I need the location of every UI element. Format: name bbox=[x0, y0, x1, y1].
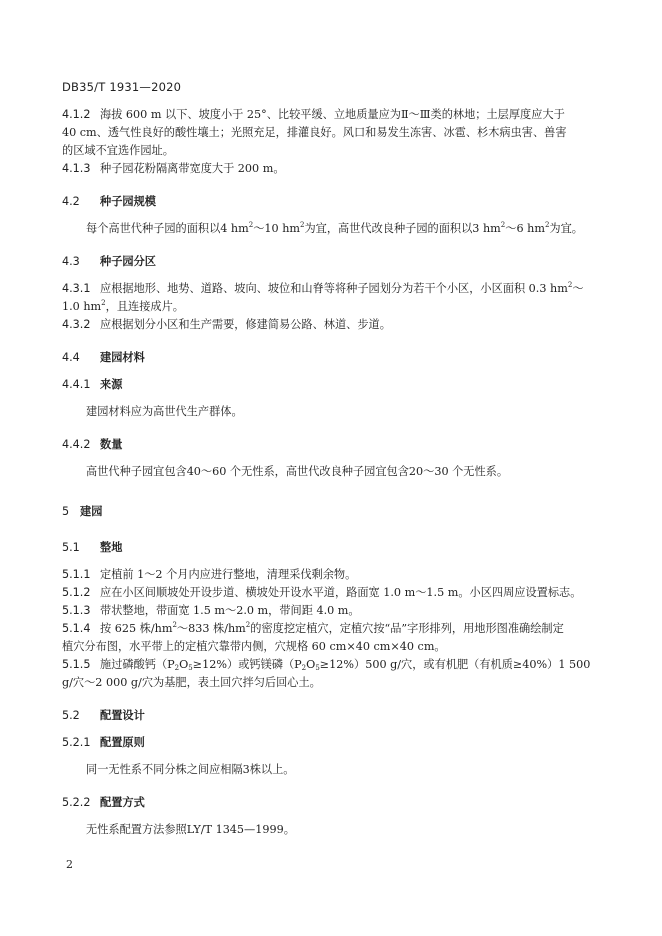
clause-5-1-1 bbox=[62, 566, 604, 584]
subscript: 5 bbox=[188, 664, 193, 672]
clause-number: 4.4.2 bbox=[62, 438, 91, 451]
clause-text: 植穴分布图，水平带上的定植穴靠带内侧，穴规格 60 cm×40 cm×40 cm。 bbox=[62, 640, 446, 653]
clause-number: 5.2.2 bbox=[62, 796, 91, 809]
clause-5-1-4 bbox=[62, 620, 604, 656]
text-run: ～833 株/hm bbox=[176, 622, 246, 635]
clause-number: 4.4.1 bbox=[62, 378, 91, 391]
clause-number: 4.1.2 bbox=[62, 108, 91, 121]
section-heading-4-2 bbox=[62, 193, 604, 211]
section-number: 4.3 bbox=[62, 255, 80, 268]
clause-5-1-5 bbox=[62, 656, 604, 692]
clause-number: 5.1.5 bbox=[62, 658, 91, 671]
text-run: 按 625 株/hm bbox=[100, 622, 173, 635]
clause-4-1-3 bbox=[62, 160, 604, 178]
section-number: 5.1 bbox=[62, 541, 80, 554]
text-run: 施过磷酸钙（P bbox=[100, 658, 175, 671]
superscript: 2 bbox=[567, 281, 573, 289]
section-title: 配置设计 bbox=[100, 709, 145, 722]
clause-number: 4.3.1 bbox=[62, 282, 91, 295]
text-run: O bbox=[306, 658, 316, 671]
clause-title: 数量 bbox=[100, 438, 123, 451]
superscript: 2 bbox=[500, 221, 506, 229]
text-run: ～10 hm bbox=[253, 222, 301, 235]
section-number: 5.2 bbox=[62, 709, 80, 722]
section-number: 4.4 bbox=[62, 351, 80, 364]
section-title: 种子园规模 bbox=[100, 195, 156, 208]
text-run: 为宜，高世代改良种子园的面积以3 hm bbox=[304, 222, 501, 235]
chapter-heading-5 bbox=[62, 503, 604, 521]
text-run: ～ bbox=[572, 282, 584, 295]
clause-heading-4-4-2 bbox=[62, 436, 604, 454]
section-heading-5-2 bbox=[62, 707, 604, 725]
chapter-number: 5 bbox=[62, 505, 70, 518]
section-heading-4-4 bbox=[62, 349, 604, 367]
clause-text: 带状整地，带面宽 1.5 m～2.0 m，带间距 4.0 m。 bbox=[100, 604, 360, 617]
standard-code: DB35/T 1931—2020 bbox=[62, 80, 182, 94]
paragraph-4-2 bbox=[62, 220, 604, 238]
clause-text: g/穴～2 000 g/穴为基肥，表土回穴拌匀后回心土。 bbox=[62, 676, 321, 689]
text-run: 的密度挖定植穴，定植穴按“品”字形排列，用地形图准确绘制定 bbox=[250, 622, 564, 635]
text-run: 为宜。 bbox=[549, 222, 583, 235]
superscript: 2 bbox=[300, 221, 305, 229]
clause-title: 配置方式 bbox=[100, 796, 145, 809]
text-run: 1.0 hm bbox=[62, 300, 102, 313]
superscript: 2 bbox=[101, 299, 106, 307]
clause-number: 5.1.4 bbox=[62, 622, 91, 635]
clause-text: 定植前 1～2 个月内应进行整地，清理采伐剩余物。 bbox=[100, 568, 357, 581]
clause-text: 应根据划分小区和生产需要，修建简易公路、林道、步道。 bbox=[100, 318, 391, 331]
text-run: O bbox=[179, 658, 189, 671]
superscript: 2 bbox=[544, 221, 550, 229]
clause-number: 4.3.2 bbox=[62, 318, 91, 331]
subscript: 2 bbox=[174, 664, 180, 672]
clause-heading-4-4-1 bbox=[62, 376, 604, 394]
section-title: 种子园分区 bbox=[100, 255, 156, 268]
paragraph-4-4-1: 建园材料应为高世代生产群体。 bbox=[86, 405, 243, 418]
clause-text: 的区域不宜选作园址。 bbox=[62, 144, 174, 157]
paragraph-5-2-2: 无性系配置方法参照LY/T 1345—1999。 bbox=[86, 823, 295, 836]
page-number: 2 bbox=[66, 858, 73, 871]
superscript: 2 bbox=[248, 221, 254, 229]
section-heading-4-3 bbox=[62, 253, 604, 271]
clause-5-1-3 bbox=[62, 602, 604, 620]
section-number: 4.2 bbox=[62, 195, 80, 208]
clause-number: 4.1.3 bbox=[62, 162, 91, 175]
clause-4-3-2 bbox=[62, 316, 604, 334]
clause-title: 来源 bbox=[100, 378, 123, 391]
text-run: 应根据地形、地势、道路、坡向、坡位和山脊等将种子园划分为若干个小区，小区面积 0.3 hm bbox=[100, 282, 568, 295]
clause-heading-5-2-1 bbox=[62, 734, 604, 752]
clause-text: 海拔 600 m 以下、坡度小于 25°、比较平缓、立地质量应为Ⅱ～Ⅲ类的林地；土层厚度应大于 bbox=[100, 108, 565, 121]
text-run: ≥12%）或钙镁磷（P bbox=[192, 658, 302, 671]
clause-4-1-2 bbox=[62, 106, 604, 160]
superscript: 2 bbox=[245, 621, 251, 629]
paragraph-4-4-2: 高世代种子园宜包含40～60 个无性系，高世代改良种子园宜包含20～30 个无性系。 bbox=[86, 465, 509, 478]
text-run: ～6 hm bbox=[505, 222, 545, 235]
subscript: 2 bbox=[301, 664, 307, 672]
clause-number: 5.1.3 bbox=[62, 604, 91, 617]
text-run: 每个高世代种子园的面积以4 hm bbox=[86, 222, 249, 235]
clause-number: 5.1.1 bbox=[62, 568, 91, 581]
clause-4-3-1 bbox=[62, 280, 604, 316]
superscript: 2 bbox=[172, 621, 177, 629]
clause-number: 5.1.2 bbox=[62, 586, 91, 599]
clause-heading-5-2-2 bbox=[62, 794, 604, 812]
subscript: 5 bbox=[315, 664, 320, 672]
paragraph-5-2-1: 同一无性系不同分株之间应相隔3株以上。 bbox=[86, 763, 295, 776]
document-body bbox=[62, 106, 604, 839]
section-heading-5-1 bbox=[62, 539, 604, 557]
clause-5-1-2 bbox=[62, 584, 604, 602]
clause-text: 种子园花粉隔离带宽度大于 200 m。 bbox=[100, 162, 285, 175]
section-title: 建园材料 bbox=[100, 351, 145, 364]
chapter-title: 建园 bbox=[80, 505, 103, 518]
text-run: ，且连接成片。 bbox=[105, 300, 184, 313]
clause-title: 配置原则 bbox=[100, 736, 145, 749]
section-title: 整地 bbox=[100, 541, 123, 554]
clause-text: 应在小区间顺坡处开设步道、横坡处开设水平道，路面宽 1.0 m～1.5 m。小区四周应设置标志。 bbox=[100, 586, 582, 599]
clause-number: 5.2.1 bbox=[62, 736, 91, 749]
clause-text: 40 cm、透气性良好的酸性壤土；光照充足，排灌良好。风口和易发生冻害、冰雹、杉木病虫害、兽害 bbox=[62, 126, 567, 139]
text-run: ≥12%）500 g/穴，或有机肥（有机质≥40%）1 500 bbox=[319, 658, 591, 671]
